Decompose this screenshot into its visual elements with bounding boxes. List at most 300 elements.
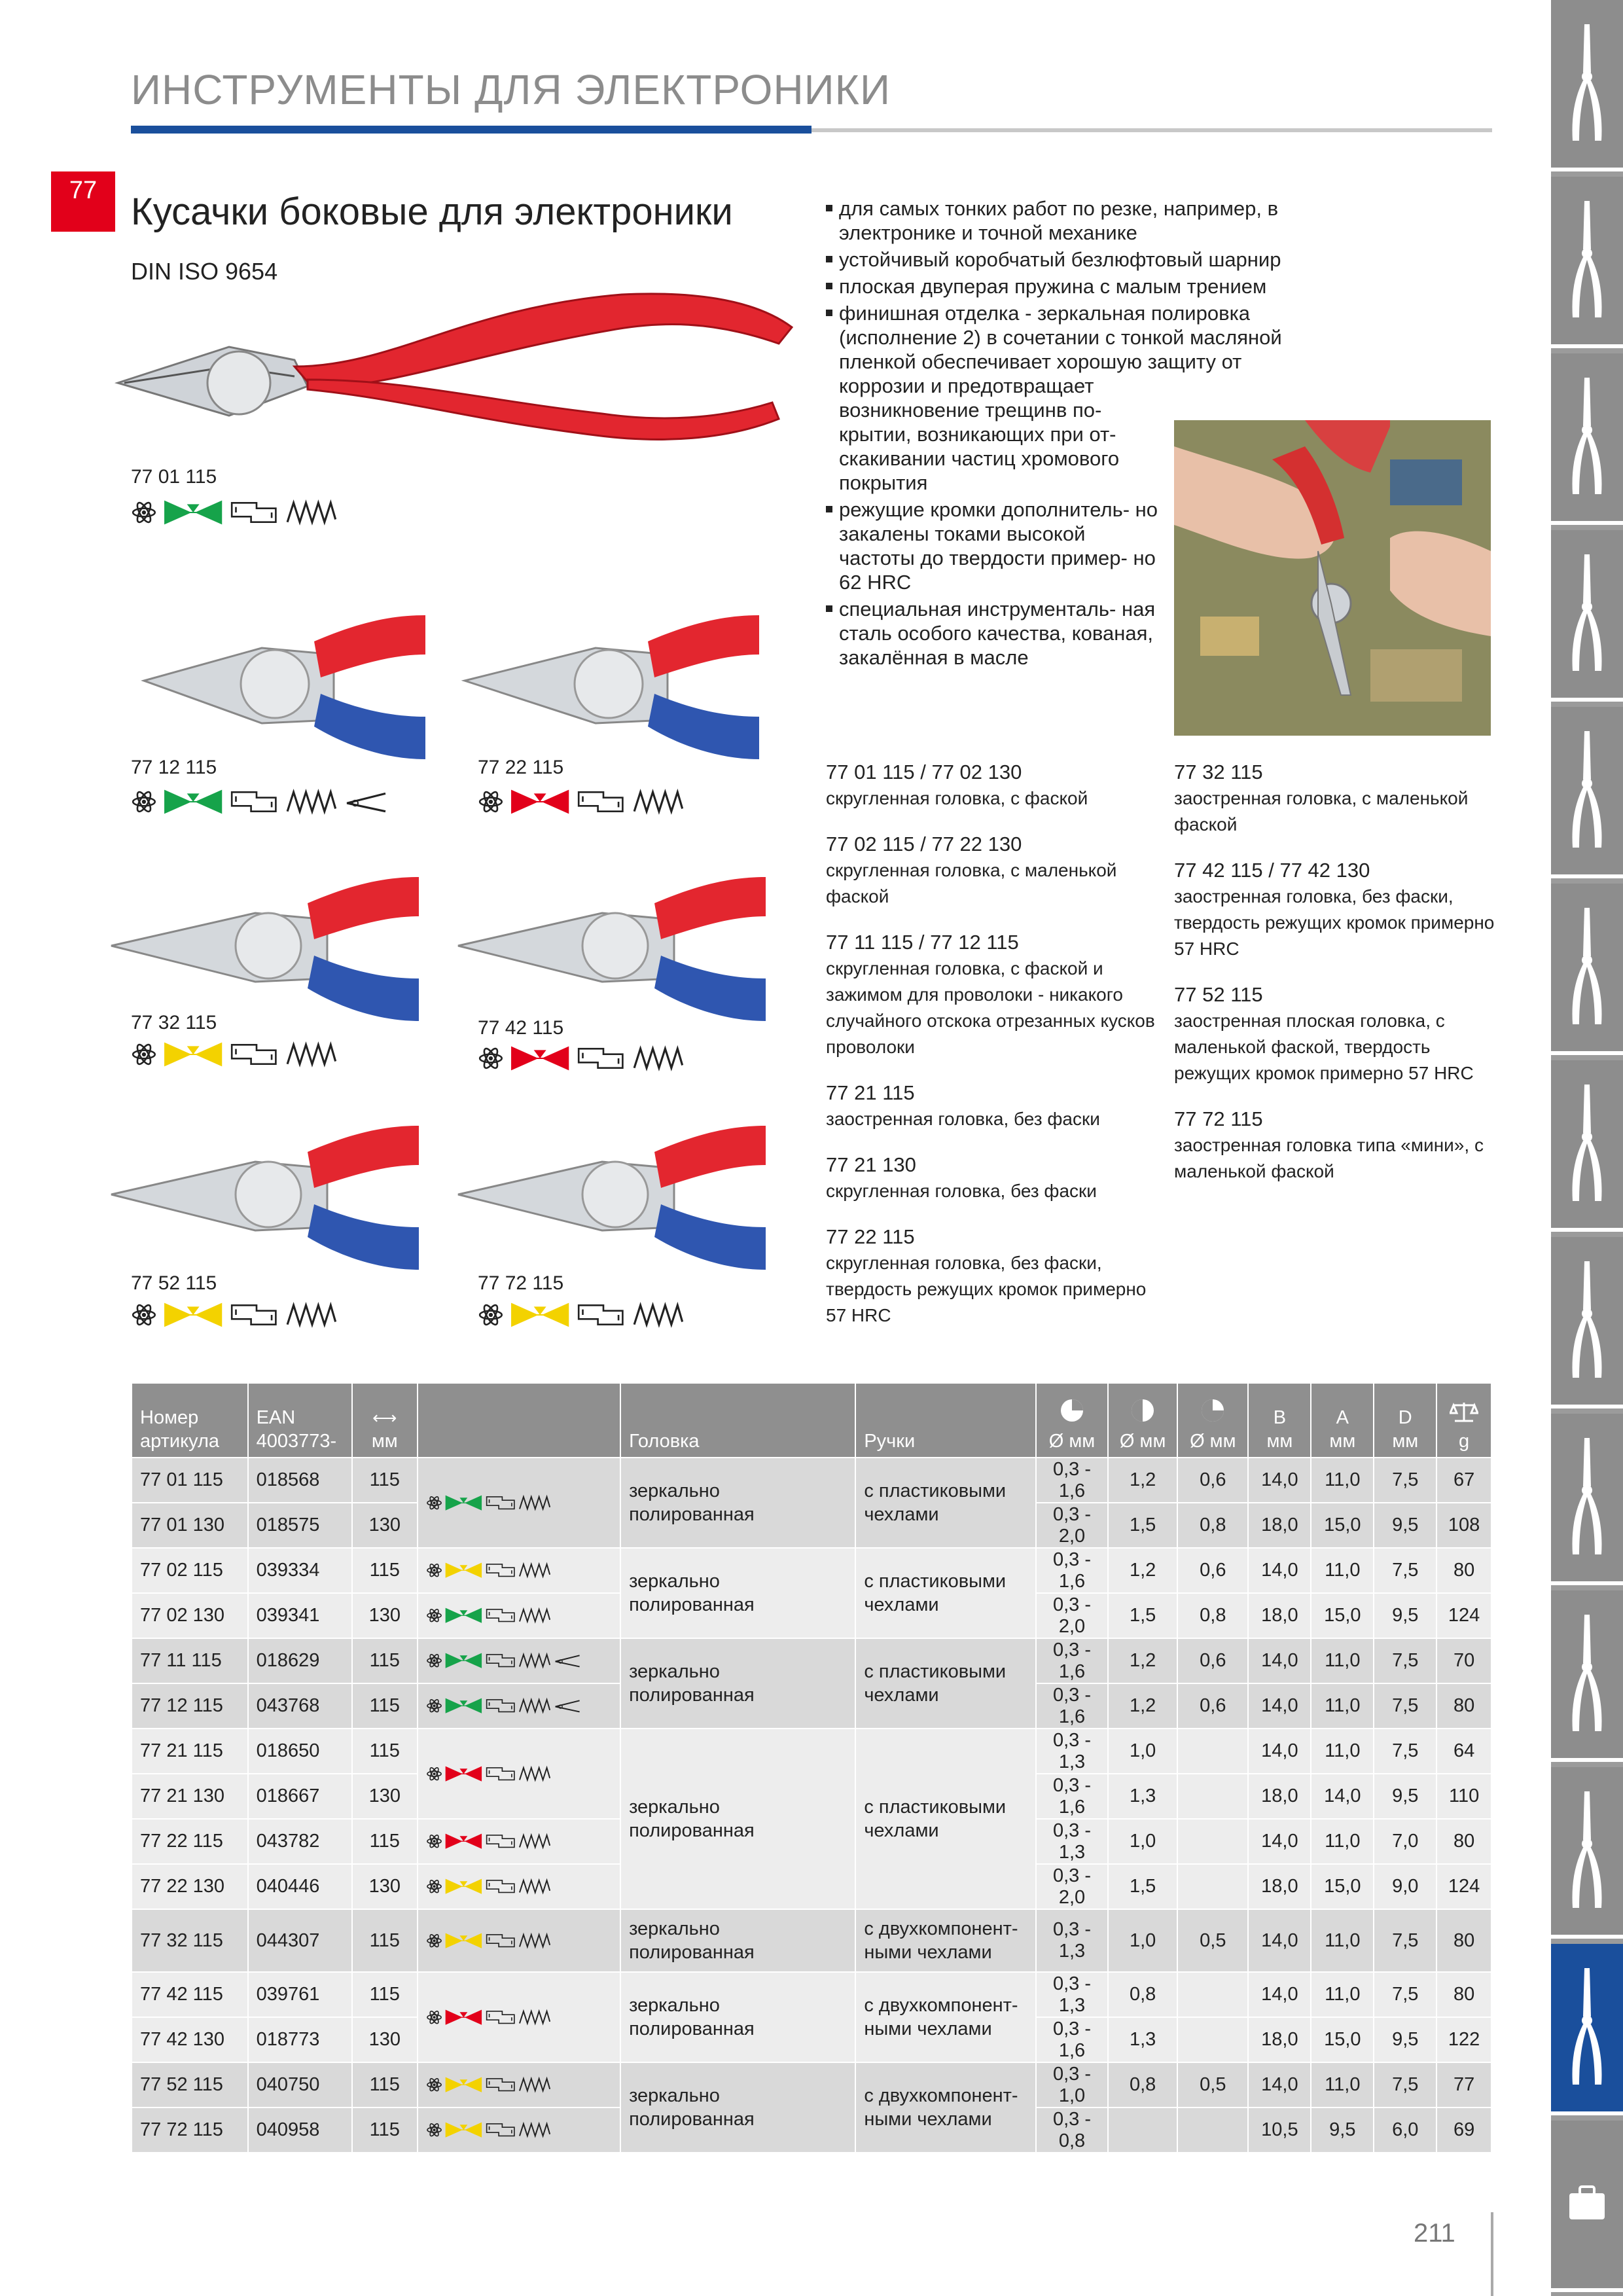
table-cell: 0,3 - 1,0 xyxy=(1036,2062,1108,2108)
table-cell: 115 xyxy=(352,1909,418,1972)
table-cell: 18,0 xyxy=(1248,1864,1311,1909)
table-cell: 1,5 xyxy=(1108,1864,1177,1909)
header-rule-grey xyxy=(812,128,1492,132)
cutting-edge-yellow-icon xyxy=(445,2076,482,2093)
photo-icons-3 xyxy=(131,1041,338,1068)
variants-left xyxy=(826,759,1166,1329)
product-photo xyxy=(445,1113,772,1276)
table-cell: с пластиковыми чехлами xyxy=(855,1729,1036,1909)
table-cell: зеркально полированная xyxy=(620,1548,855,1638)
nav-tab-crimp-tool[interactable] xyxy=(1551,1590,1623,1762)
wire-stripper-icon xyxy=(1567,1434,1607,1562)
table-cell: 130 xyxy=(352,1864,418,1909)
table-cell: 039761 xyxy=(248,1972,352,2017)
photo-code-6: 77 72 115 xyxy=(478,1272,564,1294)
table-cell: 1,2 xyxy=(1108,1548,1177,1593)
nav-tab-wire-stripper[interactable] xyxy=(1551,1414,1623,1585)
spring-icon xyxy=(632,1301,685,1329)
variant-code: 77 01 115 / 77 02 130 xyxy=(826,761,1022,783)
table-cell: 77 42 130 xyxy=(132,2017,248,2062)
table-cell: 043768 xyxy=(248,1683,352,1729)
table-cell: 77 12 115 xyxy=(132,1683,248,1729)
pliers-image xyxy=(98,268,818,465)
table-cell: 14,0 xyxy=(1248,1548,1311,1593)
length-arrow-icon: ⟷ xyxy=(372,1408,397,1427)
cutting-edge-yellow-icon xyxy=(164,1041,223,1068)
table-cell: 14,0 xyxy=(1311,1774,1374,1819)
table-cell: 14,0 xyxy=(1248,2062,1311,2108)
table-cell: 0,3 - 1,3 xyxy=(1036,1972,1108,2017)
cutting-edge-yellow-icon xyxy=(164,1301,223,1329)
table-cell: 7,5 xyxy=(1374,1548,1436,1593)
variant-item xyxy=(826,1224,1166,1329)
feature-item: режущие кромки дополнитель- но закалены токами высокой частоты до твердости пример- но 62 HRC xyxy=(826,497,1166,594)
variant-desc: скругленная головка, с фаской xyxy=(826,788,1088,808)
table-cell: 018629 xyxy=(248,1638,352,1683)
box-joint-icon xyxy=(485,2121,516,2138)
product-photo xyxy=(445,602,772,766)
table-cell: 122 xyxy=(1436,2017,1491,2062)
medium-wire-icon xyxy=(1116,1397,1169,1429)
table-cell xyxy=(1177,1774,1248,1819)
table-row xyxy=(132,1972,1491,2017)
section-badge: 77 xyxy=(51,171,115,232)
table-cell: 80 xyxy=(1436,1683,1491,1729)
end-cutter-icon xyxy=(1567,727,1607,855)
cutting-edge-red-icon xyxy=(445,1833,482,1850)
table-cell: 1,5 xyxy=(1108,1503,1177,1548)
nav-tab-end-cutter[interactable] xyxy=(1551,707,1623,878)
table-cell: 130 xyxy=(352,1774,418,1819)
table-cell: 9,5 xyxy=(1374,1593,1436,1638)
table-cell xyxy=(1177,1864,1248,1909)
electronics-icon xyxy=(131,788,157,816)
variant-code: 77 72 115 xyxy=(1174,1107,1263,1130)
table-cell: с пластиковыми чехлами xyxy=(855,1638,1036,1729)
table-cell: 115 xyxy=(352,1548,418,1593)
table-cell: 18,0 xyxy=(1248,2017,1311,2062)
row-icons xyxy=(418,1729,620,1819)
spring-icon xyxy=(518,1562,551,1579)
variant-item xyxy=(826,1152,1166,1204)
th-icons xyxy=(418,1383,620,1458)
table-cell: 0,3 - 1,6 xyxy=(1036,1458,1108,1503)
table-cell: 14,0 xyxy=(1248,1638,1311,1683)
photo-code-3: 77 32 115 xyxy=(131,1012,217,1033)
table-cell: 77 42 115 xyxy=(132,1972,248,2017)
photo-code-2: 77 22 115 xyxy=(478,757,564,778)
product-standard: DIN ISO 9654 xyxy=(131,258,278,285)
table-cell: 0,8 xyxy=(1108,1972,1177,2017)
table-cell: 77 22 130 xyxy=(132,1864,248,1909)
wire-clamp-icon xyxy=(344,788,387,816)
table-cell: 115 xyxy=(352,1819,418,1864)
cutting-edge-yellow-icon xyxy=(445,1562,482,1579)
electronics-icon xyxy=(426,2009,442,2026)
th-a: A мм xyxy=(1311,1383,1374,1458)
table-cell: 115 xyxy=(352,1729,418,1774)
table-cell: 18,0 xyxy=(1248,1593,1311,1638)
feature-item: устойчивый коробчатый безлюфтовый шарнир xyxy=(826,247,1323,272)
product-photo xyxy=(445,864,772,1028)
table-cell: 0,8 xyxy=(1177,1503,1248,1548)
cutting-edge-green-icon xyxy=(445,1607,482,1624)
pliers-image xyxy=(445,602,772,766)
table-cell: 0,3 - 1,6 xyxy=(1036,1638,1108,1683)
table-cell: 7,5 xyxy=(1374,1972,1436,2017)
header-rule-blue xyxy=(131,126,812,134)
th-article: Номер артикула xyxy=(132,1383,248,1458)
box-joint-icon xyxy=(485,1932,516,1949)
table-cell: 7,5 xyxy=(1374,1683,1436,1729)
electronics-icon xyxy=(478,1301,504,1329)
table-cell: 0,5 xyxy=(1177,2062,1248,2108)
table-row xyxy=(132,2062,1491,2108)
box-joint-icon xyxy=(485,2076,516,2093)
table-cell: 130 xyxy=(352,1503,418,1548)
spring-icon xyxy=(285,499,338,526)
electronics-icon xyxy=(426,1878,442,1895)
th-ean: EAN 4003773- xyxy=(248,1383,352,1458)
table-cell: 1,2 xyxy=(1108,1683,1177,1729)
table-cell: 77 52 115 xyxy=(132,2062,248,2108)
crimper-icon xyxy=(1567,197,1607,325)
photo-icons-1 xyxy=(131,788,387,816)
variant-desc: заостренная головка типа «мини», с маленькой фаской xyxy=(1174,1135,1484,1181)
table-cell: 6,0 xyxy=(1374,2108,1436,2153)
toolcase-icon xyxy=(1564,2180,1610,2229)
variants-right xyxy=(1174,759,1501,1185)
table-cell: 14,0 xyxy=(1248,1683,1311,1729)
table-cell: зеркально полированная xyxy=(620,1458,855,1548)
table-cell: 0,3 - 1,6 xyxy=(1036,2017,1108,2062)
table-cell: 0,8 xyxy=(1108,2062,1177,2108)
photo-icons-0 xyxy=(131,499,338,526)
crimp-tool-icon xyxy=(1567,1611,1607,1738)
table-row xyxy=(132,1548,1491,1593)
table-cell: 11,0 xyxy=(1311,1729,1374,1774)
table-cell: 77 02 115 xyxy=(132,1548,248,1593)
nav-tab-pliers[interactable] xyxy=(1551,0,1623,171)
box-joint-icon xyxy=(229,1041,279,1068)
spring-icon xyxy=(285,1301,338,1329)
table-cell: зеркально полированная xyxy=(620,1638,855,1729)
th-d-medium: Ø мм xyxy=(1108,1383,1177,1458)
variant-code: 77 22 115 xyxy=(826,1225,915,1248)
variant-item xyxy=(826,929,1166,1060)
box-joint-icon xyxy=(485,1765,516,1782)
table-cell: 14,0 xyxy=(1248,1458,1311,1503)
table-cell: зеркально полированная xyxy=(620,1909,855,1972)
table-cell: 77 21 115 xyxy=(132,1729,248,1774)
table-cell: 9,5 xyxy=(1374,1774,1436,1819)
row-icons xyxy=(418,1909,620,1972)
table-cell: 77 01 130 xyxy=(132,1503,248,1548)
table-cell: 15,0 xyxy=(1311,1503,1374,1548)
variant-desc: скругленная головка, без фаски, твердость режущих кромок примерно 57 HRC xyxy=(826,1253,1147,1325)
table-cell: 018667 xyxy=(248,1774,352,1819)
cutting-edge-green-icon xyxy=(164,788,223,816)
electronics-icon xyxy=(426,1833,442,1850)
cutting-edge-green-icon xyxy=(445,1652,482,1669)
page-header-title: ИНСТРУМЕНТЫ ДЛЯ ЭЛЕКТРОНИКИ xyxy=(131,66,891,113)
spring-icon xyxy=(518,1833,551,1850)
electronics-icon xyxy=(478,788,504,816)
box-joint-icon xyxy=(485,1878,516,1895)
table-cell: с двухкомпонент- ными чехлами xyxy=(855,2062,1036,2153)
nav-tab-electronics-pliers[interactable] xyxy=(1551,1944,1623,2115)
table-cell: 0,6 xyxy=(1177,1683,1248,1729)
variant-item xyxy=(826,1080,1166,1132)
product-photo-main xyxy=(98,268,818,465)
wire-clamp-icon xyxy=(554,1652,580,1669)
cutter-icon xyxy=(1567,904,1607,1031)
box-joint-icon xyxy=(576,1045,626,1072)
table-cell: 040958 xyxy=(248,2108,352,2153)
product-title: Кусачки боковые для электроники xyxy=(131,190,733,233)
table-cell: 0,6 xyxy=(1177,1458,1248,1503)
usage-photo xyxy=(1174,420,1491,736)
pliers-image xyxy=(98,1113,425,1276)
variant-desc: заостренная головка, с маленькой фаской xyxy=(1174,788,1469,834)
variant-desc: заостренная головка, без фаски xyxy=(826,1109,1100,1129)
table-cell: 1,3 xyxy=(1108,2017,1177,2062)
nav-tab-bent-nose-pliers[interactable] xyxy=(1551,530,1623,702)
th-d: D мм xyxy=(1374,1383,1436,1458)
variant-desc: заостренная плоская головка, с маленькой фаской, твердость режущих кромок примерно 57 HRC xyxy=(1174,1011,1474,1083)
photo-icons-2 xyxy=(478,788,685,816)
spring-icon xyxy=(518,1932,551,1949)
electronics-icon xyxy=(426,2121,442,2138)
table-header-row xyxy=(132,1383,1491,1458)
th-weight: g xyxy=(1436,1383,1491,1458)
row-icons xyxy=(418,2108,620,2153)
hard-wire-icon xyxy=(1186,1397,1240,1429)
table-cell: 9,5 xyxy=(1374,1503,1436,1548)
photo-icons-5 xyxy=(131,1301,338,1329)
table-cell: 11,0 xyxy=(1311,1638,1374,1683)
row-icons xyxy=(418,1638,620,1683)
cutting-edge-yellow-icon xyxy=(510,1301,569,1329)
box-joint-icon xyxy=(485,1562,516,1579)
box-joint-icon xyxy=(485,1833,516,1850)
table-cell: 115 xyxy=(352,1638,418,1683)
table-cell: 77 02 130 xyxy=(132,1593,248,1638)
table-cell: 9,5 xyxy=(1311,2108,1374,2153)
table-cell: 7,5 xyxy=(1374,1729,1436,1774)
table-cell: 9,5 xyxy=(1374,2017,1436,2062)
table-cell: 77 xyxy=(1436,2062,1491,2108)
electronics-icon xyxy=(426,1652,442,1669)
table-cell: 80 xyxy=(1436,1972,1491,2017)
electronics-icon xyxy=(426,1765,442,1782)
table-cell: 14,0 xyxy=(1248,1819,1311,1864)
table-cell: 0,3 - 1,3 xyxy=(1036,1909,1108,1972)
cutting-edge-yellow-icon xyxy=(445,2121,482,2138)
electronics-pliers-icon xyxy=(1567,1964,1607,2092)
spec-table xyxy=(131,1382,1492,2153)
variant-code: 77 21 130 xyxy=(826,1153,916,1176)
electronics-icon xyxy=(426,1607,442,1624)
table-cell: зеркально полированная xyxy=(620,1729,855,1909)
spring-icon xyxy=(518,1652,551,1669)
th-d-hard: Ø мм xyxy=(1177,1383,1248,1458)
table-cell: с двухкомпонент- ными чехлами xyxy=(855,1972,1036,2062)
feature-item: плоская двуперая пружина с малым трением xyxy=(826,274,1323,298)
nav-tab-cable-cutter[interactable] xyxy=(1551,1767,1623,1939)
table-cell: 0,3 - 1,3 xyxy=(1036,1819,1108,1864)
box-joint-icon xyxy=(485,1494,516,1511)
photo-code-1: 77 12 115 xyxy=(131,757,217,778)
row-icons xyxy=(418,1683,620,1729)
table-cell: 7,5 xyxy=(1374,1458,1436,1503)
spring-icon xyxy=(285,788,338,816)
table-cell: 15,0 xyxy=(1311,1593,1374,1638)
table-cell: 124 xyxy=(1436,1864,1491,1909)
table-cell: 80 xyxy=(1436,1909,1491,1972)
box-joint-icon xyxy=(576,788,626,816)
table-cell: 115 xyxy=(352,1458,418,1503)
variant-code: 77 21 115 xyxy=(826,1081,915,1104)
table-cell: 77 21 130 xyxy=(132,1774,248,1819)
table-cell: 0,5 xyxy=(1177,1909,1248,1972)
electronics-icon xyxy=(131,1041,157,1068)
table-cell: 110 xyxy=(1436,1774,1491,1819)
table-cell: 70 xyxy=(1436,1638,1491,1683)
table-cell: 1,3 xyxy=(1108,1774,1177,1819)
photo-code-4: 77 42 115 xyxy=(478,1017,564,1039)
cutting-edge-yellow-icon xyxy=(445,1878,482,1895)
table-cell: 67 xyxy=(1436,1458,1491,1503)
table-row xyxy=(132,1909,1491,1972)
wire-clamp-icon xyxy=(554,1697,580,1714)
table-cell: 018568 xyxy=(248,1458,352,1503)
variant-desc: скругленная головка, с фаской и зажимом для проволоки - никакого случайного отскока отрезанных кусков проволоки xyxy=(826,958,1155,1057)
product-photo xyxy=(98,864,425,1028)
nav-tab-long-nose-pliers[interactable] xyxy=(1551,353,1623,525)
table-cell: 0,6 xyxy=(1177,1548,1248,1593)
table-row xyxy=(132,1638,1491,1683)
row-icons xyxy=(418,1548,620,1593)
box-joint-icon xyxy=(485,1607,516,1624)
usage-photo-image xyxy=(1174,420,1491,736)
box-joint-icon xyxy=(229,1301,279,1329)
variant-desc: заостренная головка, без фаски, твердость режущих кромок примерно 57 HRC xyxy=(1174,886,1495,959)
table-cell: 0,3 - 1,6 xyxy=(1036,1683,1108,1729)
table-cell: 040750 xyxy=(248,2062,352,2108)
page-number: 211 xyxy=(1414,2219,1455,2248)
spring-icon xyxy=(518,1878,551,1895)
feature-item: финишная отделка - зеркальная полировка (исполнение 2) в сочетании с тонкой масляной пленкой обеспечивает хорошую защиту от xyxy=(826,301,1310,374)
table-cell: 11,0 xyxy=(1311,1683,1374,1729)
pliers-image xyxy=(98,864,425,1028)
table-cell: 15,0 xyxy=(1311,1864,1374,1909)
table-cell: 0,3 - 0,8 xyxy=(1036,2108,1108,2153)
table-cell: 18,0 xyxy=(1248,1774,1311,1819)
th-length: ⟷ мм xyxy=(352,1383,418,1458)
nav-tab-cutter[interactable] xyxy=(1551,884,1623,1055)
table-cell: 018575 xyxy=(248,1503,352,1548)
variant-item xyxy=(1174,982,1501,1086)
table-cell xyxy=(1177,2108,1248,2153)
variant-item xyxy=(826,831,1166,910)
row-icons xyxy=(418,1819,620,1864)
table-cell: 115 xyxy=(352,2062,418,2108)
table-cell: 15,0 xyxy=(1311,2017,1374,2062)
variant-code: 77 52 115 xyxy=(1174,983,1263,1006)
table-cell: 0,3 - 2,0 xyxy=(1036,1864,1108,1909)
pliers-image xyxy=(98,602,425,766)
box-joint-icon xyxy=(485,1697,516,1714)
row-icons xyxy=(418,1593,620,1638)
electronics-icon xyxy=(478,1045,504,1072)
table-cell: 77 32 115 xyxy=(132,1909,248,1972)
long-nose-pliers-icon xyxy=(1567,374,1607,501)
nav-tab-crimper[interactable] xyxy=(1551,177,1623,348)
table-cell: 69 xyxy=(1436,2108,1491,2153)
table-cell: 7,0 xyxy=(1374,1819,1436,1864)
table-cell: 14,0 xyxy=(1248,1972,1311,2017)
table-cell: 044307 xyxy=(248,1909,352,1972)
table-cell: 039334 xyxy=(248,1548,352,1593)
box-joint-icon xyxy=(485,1652,516,1669)
table-cell: 1,0 xyxy=(1108,1819,1177,1864)
spring-icon xyxy=(518,2121,551,2138)
box-joint-icon xyxy=(576,1301,626,1329)
cable-cutter-icon xyxy=(1567,1787,1607,1915)
table-cell: 040446 xyxy=(248,1864,352,1909)
cutting-edge-red-icon xyxy=(510,1045,569,1072)
table-row xyxy=(132,1729,1491,1774)
electronics-icon xyxy=(426,2076,442,2093)
table-cell: 7,5 xyxy=(1374,1909,1436,1972)
table-cell: 1,2 xyxy=(1108,1458,1177,1503)
table-cell: 77 72 115 xyxy=(132,2108,248,2153)
table-cell: 115 xyxy=(352,2108,418,2153)
electronics-icon xyxy=(426,1697,442,1714)
th-head: Головка xyxy=(620,1383,855,1458)
nav-tab-toolcase[interactable] xyxy=(1551,2121,1623,2292)
table-cell xyxy=(1108,2108,1177,2153)
table-cell: 0,8 xyxy=(1177,1593,1248,1638)
table-cell: с пластиковыми чехлами xyxy=(855,1548,1036,1638)
table-cell: 7,5 xyxy=(1374,1638,1436,1683)
box-joint-icon xyxy=(229,499,279,526)
table-cell xyxy=(1177,1972,1248,2017)
nav-tab-water-pump-pliers[interactable] xyxy=(1551,1060,1623,1232)
box-joint-icon xyxy=(229,788,279,816)
spring-icon xyxy=(285,1041,338,1068)
box-joint-icon xyxy=(485,2009,516,2026)
table-cell: 80 xyxy=(1436,1819,1491,1864)
photo-icons-6 xyxy=(478,1301,685,1329)
variant-desc: скругленная головка, без фаски xyxy=(826,1181,1097,1201)
nav-tab-punch-pliers[interactable] xyxy=(1551,1237,1623,1408)
table-cell: 130 xyxy=(352,1593,418,1638)
table-cell: 14,0 xyxy=(1248,1909,1311,1972)
cutting-edge-green-icon xyxy=(445,1494,482,1511)
electronics-icon xyxy=(426,1932,442,1949)
table-cell: 0,3 - 2,0 xyxy=(1036,1593,1108,1638)
cutting-edge-yellow-icon xyxy=(445,1932,482,1949)
bent-nose-pliers-icon xyxy=(1567,550,1607,678)
th-handles: Ручки xyxy=(855,1383,1036,1458)
table-cell: 11,0 xyxy=(1311,1909,1374,1972)
scale-icon xyxy=(1445,1400,1483,1429)
electronics-icon xyxy=(131,1301,157,1329)
table-cell xyxy=(1177,2017,1248,2062)
row-icons xyxy=(418,2062,620,2108)
